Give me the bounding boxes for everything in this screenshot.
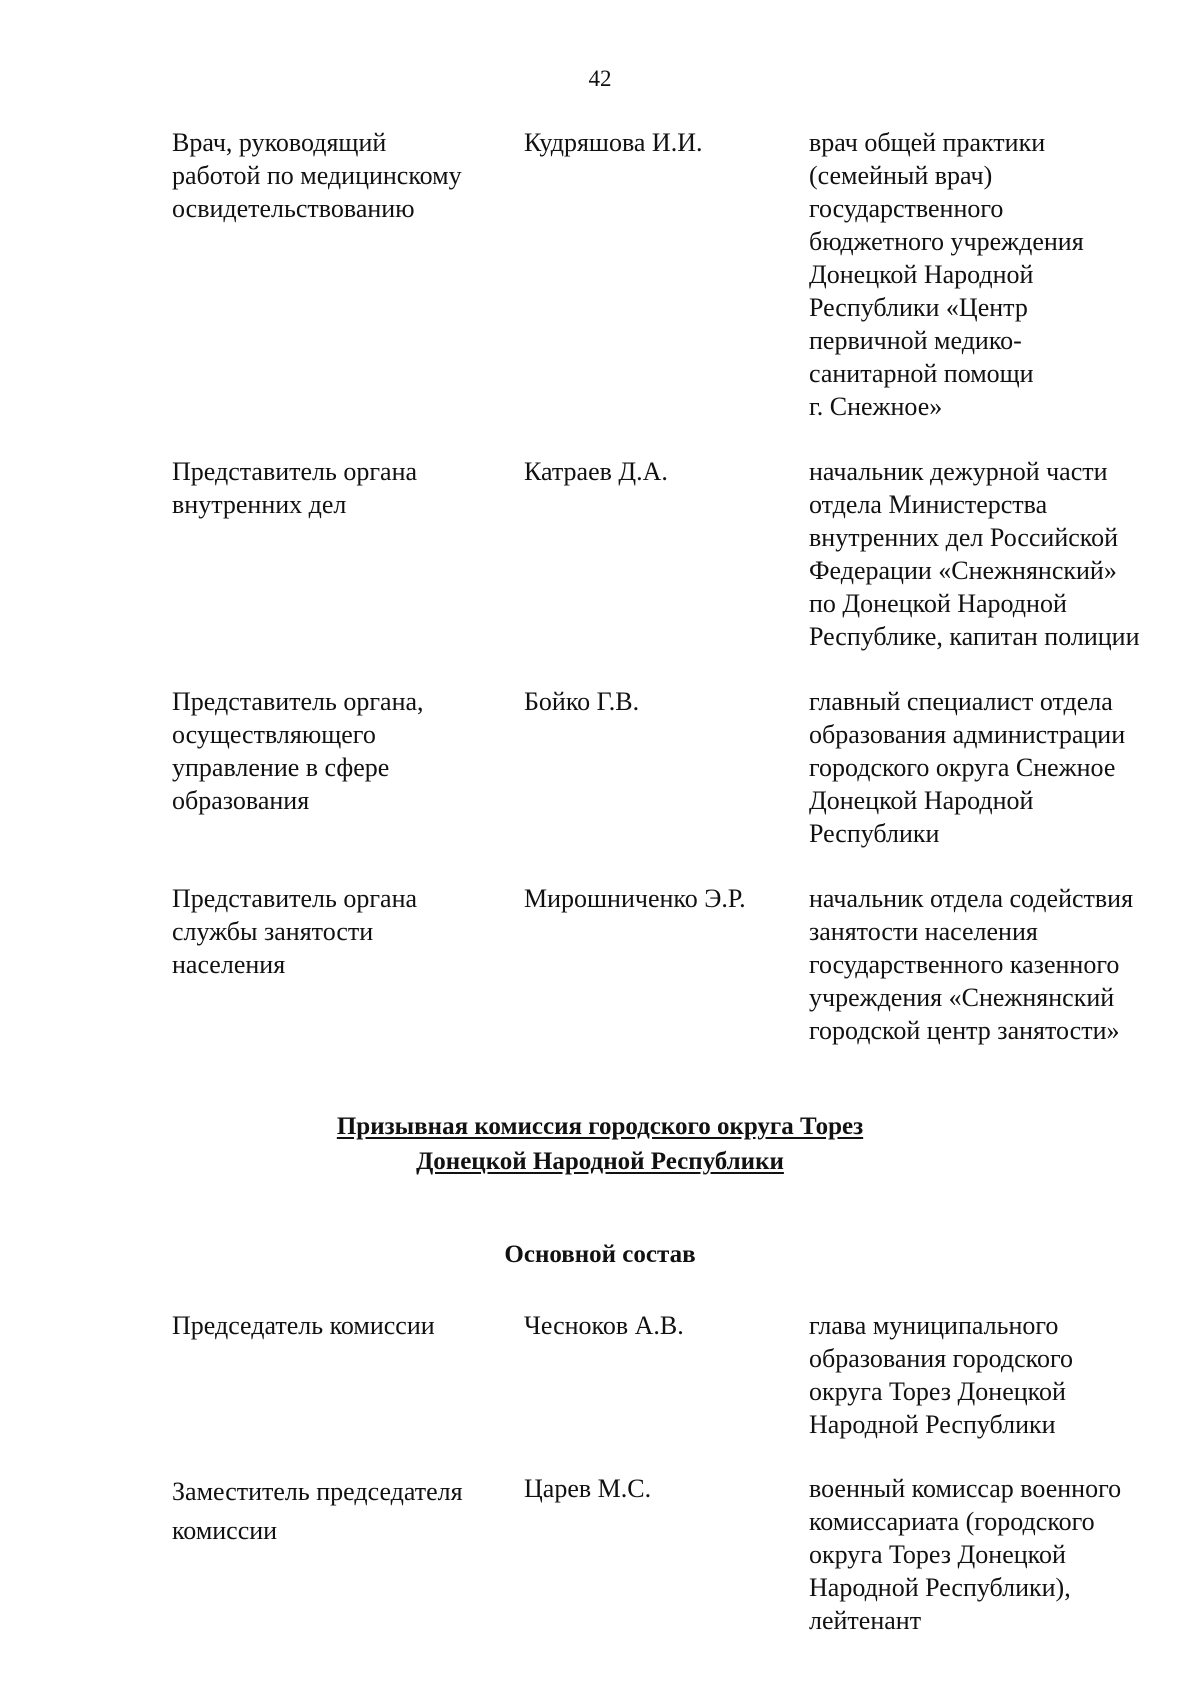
member-position-line: образования администрации xyxy=(809,720,1126,749)
member-position-line: Народной Республики), xyxy=(809,1573,1071,1602)
member-position-line: Народной Республики xyxy=(809,1410,1056,1439)
member-role xyxy=(172,1309,502,1342)
member-position-line: Федерации «Снежнянский» xyxy=(809,556,1117,585)
member-position-line: отдела Министерства xyxy=(809,490,1048,519)
member-role-line: Врач, руководящий xyxy=(172,128,387,157)
member-position-line: начальник отдела содействия xyxy=(809,884,1134,913)
member-position-line: государственного казенного xyxy=(809,950,1120,979)
member-role-line: Заместитель председателя xyxy=(172,1477,463,1506)
member-role-line: образования xyxy=(172,786,310,815)
member-name: Кудряшова И.И. xyxy=(524,128,703,157)
member-position-line: комиссариата (городского xyxy=(809,1507,1095,1536)
member-role-line: управление в сфере xyxy=(172,753,390,782)
member-position xyxy=(809,126,1194,423)
member-position-line: Республике, капитан полиции xyxy=(809,622,1140,651)
member-name: Бойко Г.В. xyxy=(524,687,640,716)
section-subheading: Основной состав xyxy=(504,1241,696,1268)
member-position-line: занятости населения xyxy=(809,917,1038,946)
member-position-line: по Донецкой Народной xyxy=(809,589,1067,618)
member-role-line: Представитель органа xyxy=(172,884,418,913)
member-position xyxy=(809,882,1194,1047)
member-position-line: Республики «Центр xyxy=(809,293,1028,322)
member-position-line: учреждения «Снежнянский xyxy=(809,983,1115,1012)
member-position-line: внутренних дел Российской xyxy=(809,523,1119,552)
member-position-line: врач общей практики xyxy=(809,128,1046,157)
member-role-line: Председатель комиссии xyxy=(172,1311,435,1340)
member-position-line: (семейный врач) xyxy=(809,161,993,190)
member-position-line: городского округа Снежное xyxy=(809,753,1116,782)
member-role-line: работой по медицинскому xyxy=(172,161,462,190)
member-position-line: округа Торез Донецкой xyxy=(809,1377,1066,1406)
member-role-line: службы занятости xyxy=(172,917,374,946)
member-position-line: главный специалист отдела xyxy=(809,687,1113,716)
member-position-line: Донецкой Народной xyxy=(809,786,1034,815)
member-position-line: образования городского xyxy=(809,1344,1074,1373)
member-role xyxy=(172,1472,502,1550)
member-position xyxy=(809,455,1194,653)
member-role-line: освидетельствованию xyxy=(172,194,415,223)
member-role-line: внутренних дел xyxy=(172,490,347,519)
member-position-line: Донецкой Народной xyxy=(809,260,1034,289)
member-position xyxy=(809,1472,1194,1637)
member-name: Чесноков А.В. xyxy=(524,1311,684,1340)
member-position-line: лейтенант xyxy=(809,1606,922,1635)
member-position-line: г. Снежное» xyxy=(809,392,943,421)
section-heading-line: Донецкой Народной Республики xyxy=(416,1148,784,1175)
section-heading-line: Призывная комиссия городского округа Торез xyxy=(336,1113,864,1140)
member-position-line: Республики xyxy=(809,819,940,848)
member-role-line: Представитель органа xyxy=(172,457,418,486)
member-position-line: первичной медико- xyxy=(809,326,1022,355)
section-heading xyxy=(0,1109,1200,1179)
member-position-line: санитарной помощи xyxy=(809,359,1034,388)
member-position-line: начальник дежурной части xyxy=(809,457,1108,486)
member-role-line: комиссии xyxy=(172,1516,278,1545)
member-role xyxy=(172,455,502,521)
member-position-line: глава муниципального xyxy=(809,1311,1059,1340)
member-position xyxy=(809,685,1194,850)
member-position-line: округа Торез Донецкой xyxy=(809,1540,1066,1569)
member-role-line: населения xyxy=(172,950,286,979)
member-position-line: военный комиссар военного xyxy=(809,1474,1122,1503)
member-role xyxy=(172,685,502,817)
page-number: 42 xyxy=(588,66,612,91)
member-role xyxy=(172,126,502,225)
member-name: Мирошниченко Э.Р. xyxy=(524,884,746,913)
member-role-line: Представитель органа, xyxy=(172,687,424,716)
member-role-line: осуществляющего xyxy=(172,720,376,749)
member-role xyxy=(172,882,502,981)
member-position-line: бюджетного учреждения xyxy=(809,227,1084,256)
member-position-line: городской центр занятости» xyxy=(809,1016,1120,1045)
member-position xyxy=(809,1309,1194,1441)
member-name: Царев М.С. xyxy=(524,1474,652,1503)
member-position-line: государственного xyxy=(809,194,1004,223)
member-name: Катраев Д.А. xyxy=(524,457,668,486)
